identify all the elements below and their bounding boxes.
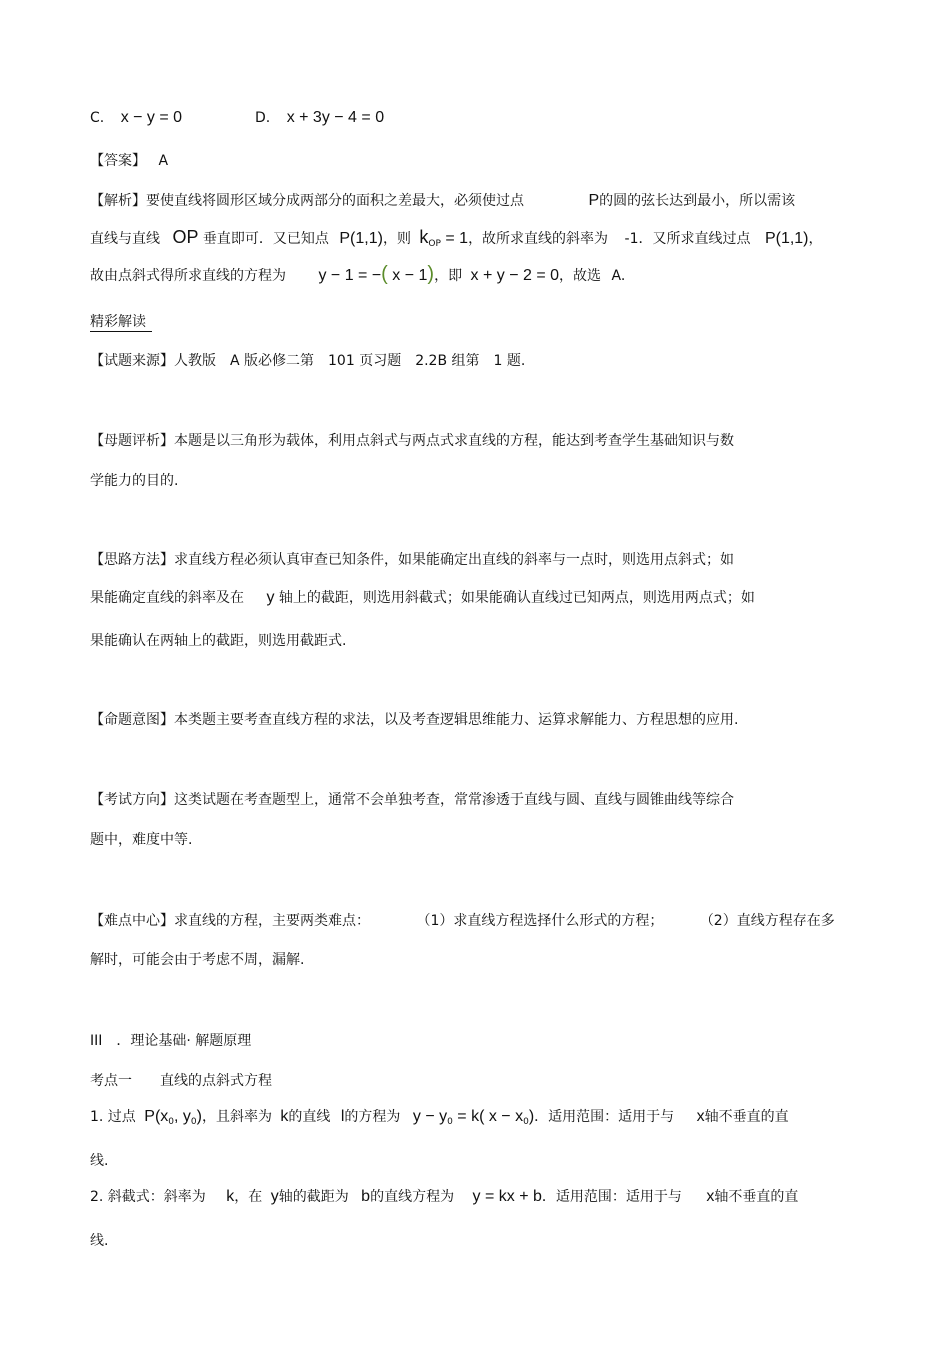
item-2-line: 2. 斜截式：斜率为 k，在 y轴的截距为 b的直线方程为 y = kx + b．适用范围：适用于与 x轴不垂直的直	[90, 1188, 799, 1205]
difficulty-line-2: 解时，可能会由于考虑不周，漏解.	[90, 952, 305, 968]
section-heading: 精彩解读	[90, 312, 152, 332]
direction-line-2: 题中，难度中等.	[90, 832, 193, 848]
option-c: C. x − y = 0	[90, 109, 183, 126]
intent-line: 【命题意图】本类题主要考查直线方程的求法，以及考查逻辑思维能力、运算求解能力、方程思想的应用.	[90, 712, 739, 728]
direction-line-1: 【考试方向】这类试题在考查题型上，通常不会单独考查，常常渗透于直线与圆、直线与圆锥曲线等综合	[90, 792, 734, 808]
source-line: 【试题来源】人教版 A 版必修二第 101 页习题 2.2B 组第 1 题.	[90, 353, 526, 369]
answer-label: 【答案】	[90, 153, 146, 169]
method-line-1: 【思路方法】求直线方程必须认真审查已知条件，如果能确定出直线的斜率与一点时，则选用点斜式；如	[90, 552, 734, 568]
difficulty-line-1: 【难点中心】求直线的方程，主要两类难点： （1）求直线方程选择什么形式的方程； （2）直线方程存在多	[90, 913, 835, 929]
item-1-line: 1. 过点 $P(x_0$, $y_0$)，且斜率为 k的直线 l的方程为 $y - y_0 = k$( $x - x_0$)．适用范围：适用于与 x轴不垂直的直	[90, 1108, 789, 1127]
option-d-equation: x + 3y − 4 = 0	[286, 109, 385, 126]
analysis-line-2: 直线与直线 OP 垂直即可．又已知点 P(1,1)，则 $k_{OP} = 1$，故所求直线的斜率为 -1．又所求直线过点 P(1,1)，	[90, 227, 823, 249]
method-line-3: 果能确认在两轴上的截距，则选用截距式.	[90, 633, 347, 649]
mother-line-2: 学能力的目的.	[90, 473, 179, 489]
analysis-line-1: 【解析】要使直线将圆形区域分成两部分的面积之差最大，必须使过点 P的圆的弦长达到最小，所以需该	[90, 192, 796, 209]
answer-value: A	[158, 153, 169, 169]
analysis-label: 【解析】	[90, 193, 146, 209]
option-c-equation: x − y = 0	[120, 109, 183, 126]
item-2-continuation: 线.	[90, 1233, 109, 1249]
analysis-line-3: 故由点斜式得所求直线的方程为 y − 1 = −( x − 1)，即 x + y − 2 = 0，故选 A.	[90, 263, 626, 285]
method-line-2: 果能确定直线的斜率及在 y 轴上的截距，则选用斜截式；如果能确认直线过已知两点，则选用两点式；如	[90, 589, 755, 606]
point-1-title: 考点一 直线的点斜式方程	[90, 1073, 272, 1089]
option-d: D. x + 3y − 4 = 0	[255, 109, 385, 126]
answer-line	[90, 151, 168, 171]
item-1-continuation: 线.	[90, 1153, 109, 1169]
section-title: III ．理论基础· 解题原理	[90, 1033, 252, 1049]
mother-line-1: 【母题评析】本题是以三角形为载体，利用点斜式与两点式求直线的方程，能达到考查学生基础知识与数	[90, 433, 734, 449]
